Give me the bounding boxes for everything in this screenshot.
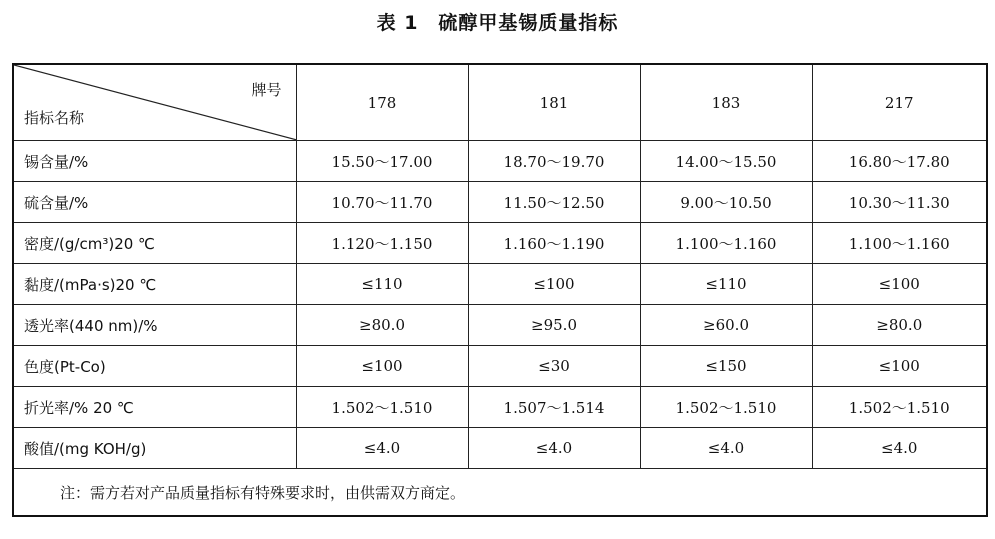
indicator-name: 硫含量/% bbox=[13, 182, 296, 223]
header-row bbox=[13, 64, 987, 141]
table-row bbox=[13, 305, 987, 346]
table-cell: 18.70～19.70 bbox=[468, 141, 640, 182]
table-cell: 9.00～10.50 bbox=[640, 182, 812, 223]
table-cell: 1.502～1.510 bbox=[812, 387, 987, 428]
indicator-name: 色度(Pt-Co) bbox=[13, 346, 296, 387]
table-cell: ≥80.0 bbox=[296, 305, 468, 346]
table-cell: ≤110 bbox=[296, 264, 468, 305]
table-row bbox=[13, 223, 987, 264]
table-cell: 15.50～17.00 bbox=[296, 141, 468, 182]
table-cell: ≥80.0 bbox=[812, 305, 987, 346]
table-cell: 1.160～1.190 bbox=[468, 223, 640, 264]
table-cell: 14.00～15.50 bbox=[640, 141, 812, 182]
table-cell: ≤110 bbox=[640, 264, 812, 305]
table-cell: ≤150 bbox=[640, 346, 812, 387]
table-row bbox=[13, 264, 987, 305]
grade-header-label: 牌号 bbox=[251, 81, 282, 99]
indicator-name: 锡含量/% bbox=[13, 141, 296, 182]
indicator-name-header-label: 指标名称 bbox=[24, 109, 85, 127]
table-cell: ≤30 bbox=[468, 346, 640, 387]
diagonal-divider bbox=[14, 65, 297, 140]
table-cell: ≤100 bbox=[812, 264, 987, 305]
grade-header-181: 181 bbox=[468, 64, 640, 141]
table-cell: 10.30～11.30 bbox=[812, 182, 987, 223]
indicator-name: 密度/(g/cm³)20 ℃ bbox=[13, 223, 296, 264]
table-cell: 16.80～17.80 bbox=[812, 141, 987, 182]
table-cell: ≤4.0 bbox=[812, 428, 987, 469]
table-cell: 1.120～1.150 bbox=[296, 223, 468, 264]
table-cell: ≤4.0 bbox=[640, 428, 812, 469]
indicator-name: 酸值/(mg KOH/g) bbox=[13, 428, 296, 469]
grade-header-183: 183 bbox=[640, 64, 812, 141]
table-cell: ≤100 bbox=[812, 346, 987, 387]
indicator-name: 透光率(440 nm)/% bbox=[13, 305, 296, 346]
table-cell: 1.100～1.160 bbox=[640, 223, 812, 264]
table-cell: ≥95.0 bbox=[468, 305, 640, 346]
table-cell: 1.507～1.514 bbox=[468, 387, 640, 428]
table-row bbox=[13, 387, 987, 428]
table-title: 表 1 硫醇甲基锡质量指标 bbox=[376, 12, 619, 34]
grade-header-178: 178 bbox=[296, 64, 468, 141]
table-cell: ≤100 bbox=[468, 264, 640, 305]
table-cell: ≤4.0 bbox=[468, 428, 640, 469]
table-cell: 11.50～12.50 bbox=[468, 182, 640, 223]
table-note: 注：需方若对产品质量指标有特殊要求时，由供需双方商定。 bbox=[13, 469, 987, 517]
quality-spec-table bbox=[12, 63, 988, 517]
table-row bbox=[13, 346, 987, 387]
table-row bbox=[13, 182, 987, 223]
corner-header-cell bbox=[13, 64, 296, 141]
table-cell: 1.100～1.160 bbox=[812, 223, 987, 264]
table-cell: ≥60.0 bbox=[640, 305, 812, 346]
table-cell: 1.502～1.510 bbox=[640, 387, 812, 428]
indicator-name: 折光率/% 20 ℃ bbox=[13, 387, 296, 428]
indicator-name: 黏度/(mPa·s)20 ℃ bbox=[13, 264, 296, 305]
table-cell: 1.502～1.510 bbox=[296, 387, 468, 428]
table-row bbox=[13, 141, 987, 182]
table-cell: 10.70～11.70 bbox=[296, 182, 468, 223]
table-row bbox=[13, 428, 987, 469]
quality-spec-table-container bbox=[12, 63, 986, 517]
note-row bbox=[13, 469, 987, 517]
grade-header-217: 217 bbox=[812, 64, 987, 141]
table-cell: ≤4.0 bbox=[296, 428, 468, 469]
table-cell: ≤100 bbox=[296, 346, 468, 387]
